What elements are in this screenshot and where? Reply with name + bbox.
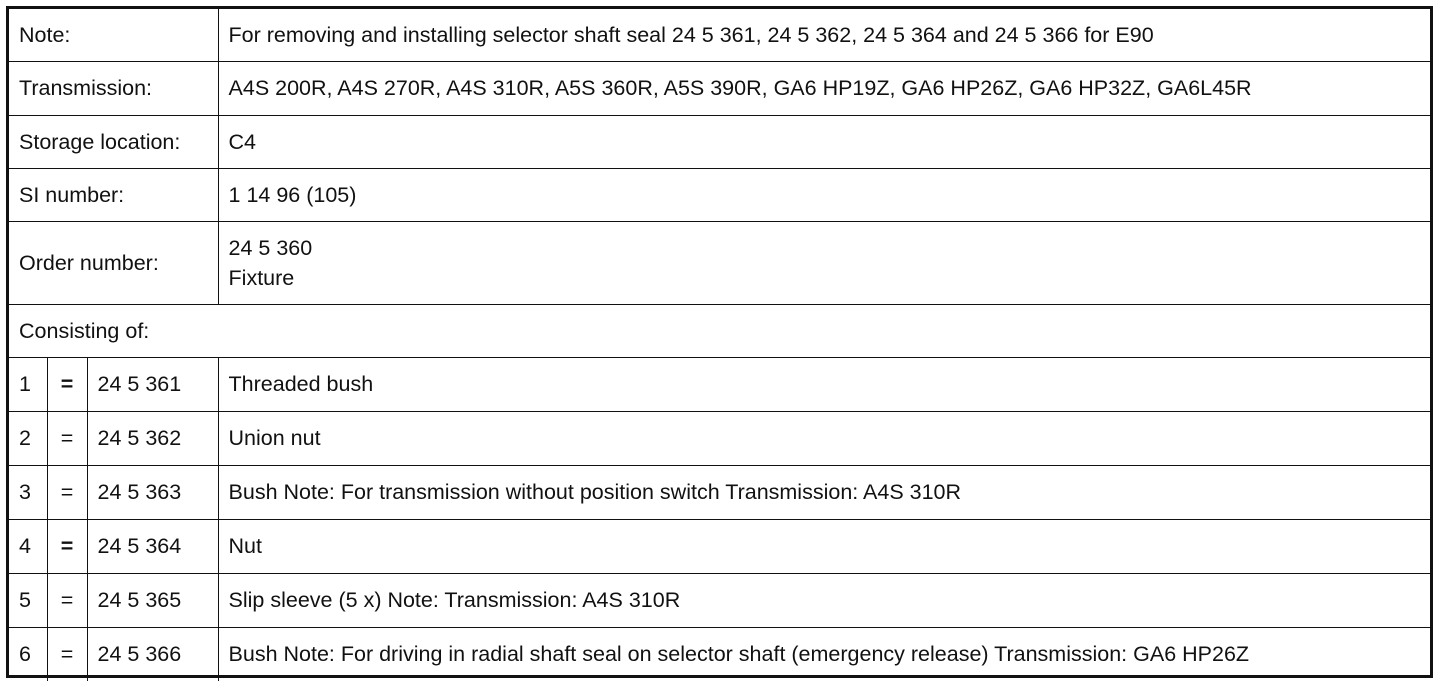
equals-sign: = <box>47 465 87 519</box>
order-number-row <box>9 221 1430 304</box>
note-row <box>9 9 1430 61</box>
transmission-value: A4S 200R, A4S 270R, A4S 310R, A5S 360R, A5S 390R, GA6 HP19Z, GA6 HP26Z, GA6 HP32Z, GA6L45R <box>218 61 1430 115</box>
part-index: 5 <box>9 573 47 627</box>
part-description: Bush Note: For transmission without position switch Transmission: A4S 310R <box>218 465 1430 519</box>
part-index: 2 <box>9 411 47 465</box>
part-code: 24 5 365 <box>87 573 218 627</box>
part-code: 24 5 363 <box>87 465 218 519</box>
part-index: 4 <box>9 519 47 573</box>
note-label: Note: <box>9 9 218 61</box>
equals-sign: = <box>47 411 87 465</box>
part-index: 6 <box>9 627 47 681</box>
storage-location-value: C4 <box>218 115 1430 168</box>
part-row <box>9 411 1430 465</box>
equals-sign: = <box>47 573 87 627</box>
si-number-row <box>9 168 1430 221</box>
part-code: 24 5 364 <box>87 519 218 573</box>
consisting-of-row <box>9 304 1430 357</box>
part-index: 1 <box>9 357 47 411</box>
part-description: Union nut <box>218 411 1430 465</box>
note-value: For removing and installing selector shaft seal 24 5 361, 24 5 362, 24 5 364 and 24 5 366 for E90 <box>218 9 1430 61</box>
part-description: Nut <box>218 519 1430 573</box>
transmission-label: Transmission: <box>9 61 218 115</box>
si-number-value: 1 14 96 (105) <box>218 168 1430 221</box>
equals-sign: = <box>47 627 87 681</box>
order-number-code: 24 5 360 <box>228 235 313 260</box>
part-index: 3 <box>9 465 47 519</box>
storage-location-label: Storage location: <box>9 115 218 168</box>
order-number-tool-name: Fixture <box>228 265 295 290</box>
part-code: 24 5 362 <box>87 411 218 465</box>
tool-spec-table <box>9 9 1430 681</box>
storage-location-row <box>9 115 1430 168</box>
part-row <box>9 465 1430 519</box>
part-description: Bush Note: For driving in radial shaft seal on selector shaft (emergency release) Transmission: GA6 HP26Z <box>218 627 1430 681</box>
part-code: 24 5 366 <box>87 627 218 681</box>
special-tool-sheet <box>6 6 1433 678</box>
order-number-label: Order number: <box>9 221 218 304</box>
part-code: 24 5 361 <box>87 357 218 411</box>
part-description: Threaded bush <box>218 357 1430 411</box>
part-row <box>9 519 1430 573</box>
consisting-of-label: Consisting of: <box>9 304 1430 357</box>
si-number-label: SI number: <box>9 168 218 221</box>
part-row <box>9 627 1430 681</box>
equals-sign: = <box>47 357 87 411</box>
part-row <box>9 357 1430 411</box>
part-description: Slip sleeve (5 x) Note: Transmission: A4S 310R <box>218 573 1430 627</box>
order-number-value <box>218 221 1430 304</box>
transmission-row <box>9 61 1430 115</box>
equals-sign: = <box>47 519 87 573</box>
part-row <box>9 573 1430 627</box>
